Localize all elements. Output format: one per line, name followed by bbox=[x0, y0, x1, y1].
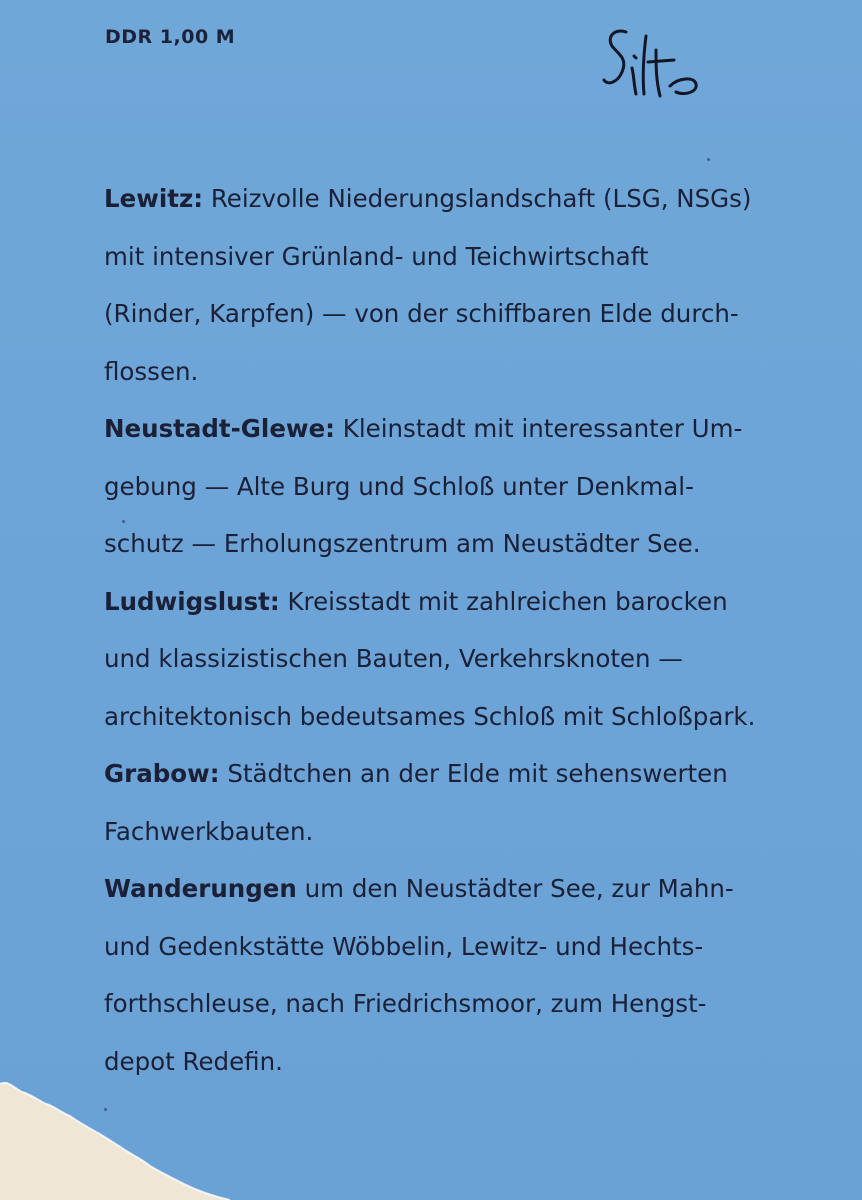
text-line: und klassizistischen Bauten, Verkehrsknoten — bbox=[104, 644, 683, 673]
entry-text: Städtchen an der Elde mit sehenswerten bbox=[219, 759, 728, 788]
text-line: gebung — Alte Burg und Schloß unter Denkmal- bbox=[104, 471, 694, 501]
text-line bbox=[104, 860, 834, 918]
paper-speck bbox=[122, 520, 125, 523]
entry-ludwigslust bbox=[104, 573, 834, 746]
text-line bbox=[104, 170, 834, 228]
text-line: architektonisch bedeutsames Schloß mit Schloßpark. bbox=[104, 701, 756, 731]
text-line bbox=[104, 745, 834, 803]
entry-grabow bbox=[104, 745, 834, 860]
text-line bbox=[104, 573, 834, 631]
price-label: DDR 1,00 M bbox=[105, 26, 236, 48]
text-line bbox=[104, 400, 834, 458]
entry-term: Wanderungen bbox=[104, 874, 297, 903]
text-line: mit intensiver Grünland- und Teichwirtschaft bbox=[104, 241, 649, 271]
entry-text: Kreisstadt mit zahlreichen barocken bbox=[279, 586, 728, 616]
paper-speck bbox=[707, 158, 710, 161]
entry-text: um den Neustädter See, zur Mahn- bbox=[296, 874, 734, 903]
description-text bbox=[104, 170, 834, 1090]
text-line: (Rinder, Karpfen) — von der schiffbaren Elde durch- bbox=[104, 299, 739, 328]
entry-term: Neustadt-Glewe: bbox=[104, 414, 335, 443]
text-line: forthschleuse, nach Friedrichsmoor, zum Hengst- bbox=[104, 989, 707, 1018]
entry-neustadt-glewe bbox=[104, 400, 834, 573]
text-line: und Gedenkstätte Wöbbelin, Lewitz- und Hechts- bbox=[104, 931, 704, 961]
entry-text: Reizvolle Niederungslandschaft (LSG, NSGs) bbox=[203, 184, 752, 213]
text-line: Fachwerkbauten. bbox=[104, 816, 314, 846]
entry-term: Grabow: bbox=[104, 759, 220, 788]
text-line: schutz — Erholungszentrum am Neustädter See. bbox=[104, 529, 701, 558]
entry-term: Lewitz: bbox=[104, 184, 204, 213]
entry-wanderungen bbox=[104, 860, 834, 1090]
entry-lewitz bbox=[104, 170, 834, 400]
handwritten-signature bbox=[598, 22, 708, 104]
entry-text: Kleinstadt mit interessanter Um- bbox=[334, 414, 743, 443]
torn-paper-corner bbox=[0, 1070, 230, 1200]
entry-term: Ludwigslust: bbox=[104, 586, 280, 616]
text-line: depot Redefin. bbox=[104, 1046, 283, 1076]
text-line: flossen. bbox=[104, 356, 199, 386]
